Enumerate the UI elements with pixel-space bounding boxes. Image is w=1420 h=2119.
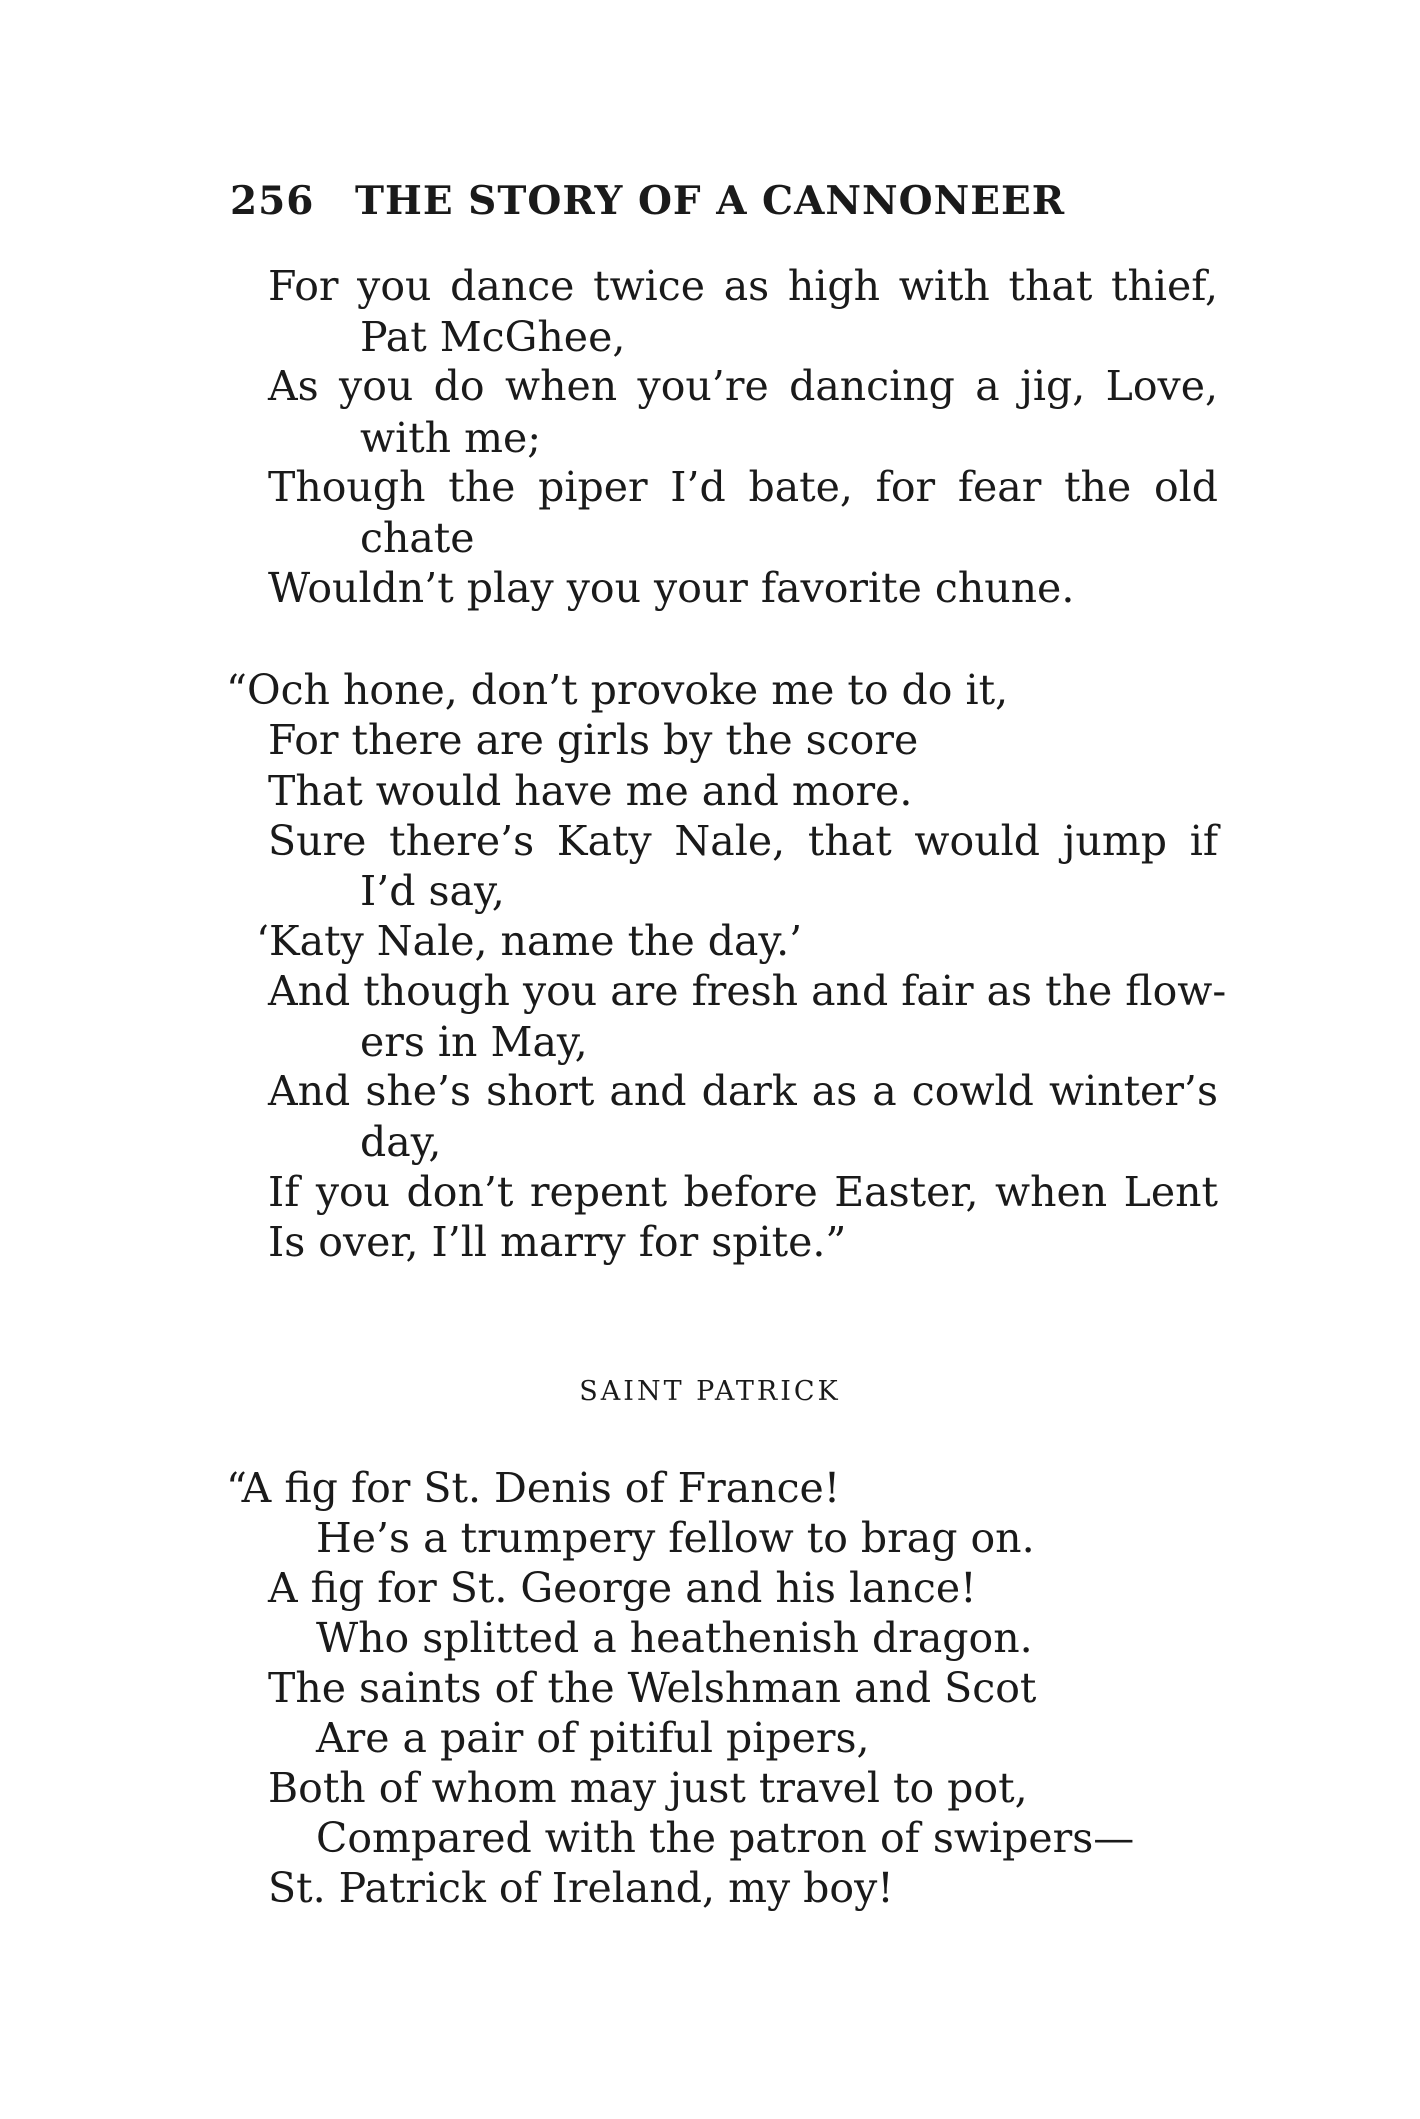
poem-line-continuation: with me; [360, 414, 542, 462]
running-title: THE STORY OF A CANNONEER [355, 178, 1066, 224]
poem-line: Wouldn’t play you your favorite chune. [268, 564, 1075, 612]
poem-line-continuation: ers in May, [360, 1018, 588, 1066]
page-number: 256 [230, 178, 315, 224]
poem-line: And she’s short and dark as a cowld winter’s [268, 1067, 1218, 1115]
running-header [230, 178, 1065, 224]
poem-line-continuation: I’d say, [360, 867, 505, 915]
poem-line-indented: Are a pair of pitiful pipers, [316, 1714, 870, 1762]
poem-line-continuation: chate [360, 514, 475, 562]
poem-title: SAINT PATRICK [579, 1376, 841, 1407]
poem-line-continuation: Pat McGhee, [360, 313, 626, 361]
poem-line: ‘Katy Nale, name the day.’ [256, 917, 803, 965]
poem-line-indented: He’s a trumpery fellow to brag on. [316, 1514, 1035, 1562]
poem-line: “A fig for St. Denis of France! [226, 1464, 841, 1512]
poem-line: And though you are fresh and fair as the flow- [268, 967, 1227, 1015]
poem-line-indented: Who splitted a heathenish dragon. [316, 1614, 1033, 1662]
poem-line: For you dance twice as high with that thief, [268, 262, 1218, 310]
poem-line: Both of whom may just travel to pot, [268, 1764, 1028, 1812]
poem-line: Though the piper I’d bate, for fear the old [268, 463, 1218, 511]
poem-line: For there are girls by the score [268, 716, 919, 764]
poem-line: As you do when you’re dancing a jig, Love, [268, 362, 1218, 410]
poem-line: Sure there’s Katy Nale, that would jump if [268, 817, 1218, 865]
poem-line: That would have me and more. [268, 767, 913, 815]
poem-line-continuation: day, [360, 1118, 442, 1166]
poem-line-indented: Compared with the patron of swipers— [316, 1814, 1135, 1862]
poem-line: “Och hone, don’t provoke me to do it, [226, 666, 1009, 714]
poem-line: If you don’t repent before Easter, when Lent [268, 1168, 1218, 1216]
poem-line: St. Patrick of Ireland, my boy! [268, 1864, 894, 1912]
poem-line: The saints of the Welshman and Scot [268, 1664, 1037, 1712]
poem-line: Is over, I’ll marry for spite.” [268, 1218, 847, 1266]
poem-line: A fig for St. George and his lance! [268, 1564, 977, 1612]
